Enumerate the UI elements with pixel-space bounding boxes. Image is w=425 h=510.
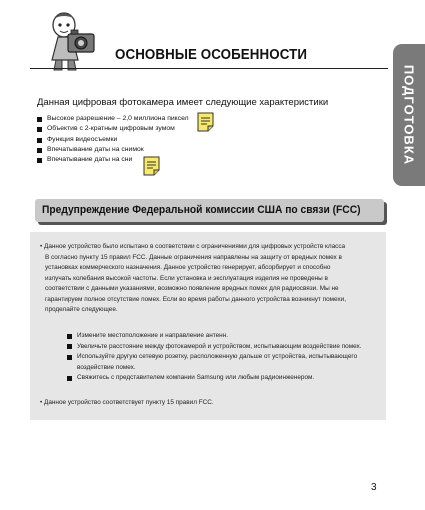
list-item: Используйте другую сетевую розетку, расположенную дальше от устройства, испытывающего воздействие помех. — [67, 352, 362, 373]
list-item: Объектив с 2-кратным цифровым зумом — [37, 124, 189, 134]
fcc-measures-list — [67, 331, 362, 384]
square-bullet-icon — [67, 344, 72, 349]
list-item: Измените местоположение и направление антенн. — [67, 331, 362, 342]
fcc-compliance-note: • Данное устройство соответствует пункту 15 правил FCC. — [40, 399, 214, 406]
square-bullet-icon — [37, 127, 42, 132]
square-bullet-icon — [67, 334, 72, 339]
square-bullet-icon — [37, 117, 42, 122]
square-bullet-icon — [37, 148, 42, 153]
section-side-tab — [393, 44, 425, 186]
list-item: Увеличьте расстояние между фотокамерой и устройством, испытывающим воздействие помех. — [67, 342, 362, 353]
square-bullet-icon — [67, 376, 72, 381]
feature-list — [37, 114, 189, 165]
fcc-section-header — [35, 199, 384, 222]
square-bullet-icon — [37, 158, 42, 163]
intro-text: Данная цифровая фотокамера имеет следующие характеристики — [37, 97, 329, 108]
sticky-note-icon[interactable] — [197, 112, 214, 132]
square-bullet-icon — [67, 355, 72, 360]
list-item: Впечатывание даты на сни — [37, 155, 189, 165]
fcc-paragraph: • Данное устройство было испытано в соответствии с ограничениями для цифровых устройств класса B согласно пункту 15 правил FCC. Данные ограничения направлены на защиту от вредных помех в установках коммерческого назначения. Данное устройство генерирует, абсорбирует и способно излучать колебания высокой частоты. Если установка и эксплуатация изделия не проведены в соответствии с данными указаниями, возможно появление вредных помех для радиосвязи. Мы не гарантируем полное отсутствие помех. Если во время работы данного устройства возникнут помехи, проделайте следующее. — [40, 243, 346, 313]
photographer-mascot-icon — [42, 10, 104, 72]
list-item: Функция видеосъемки — [37, 135, 189, 145]
fcc-notice-box — [30, 232, 386, 420]
title-divider — [30, 68, 388, 69]
sticky-note-icon[interactable] — [143, 156, 160, 176]
list-item: Свяжитесь с представителем компании Samsung или любым радиоинженером. — [67, 373, 362, 384]
page-title: ОСНОВНЫЕ ОСОБЕННОСТИ — [115, 47, 308, 63]
square-bullet-icon — [37, 138, 42, 143]
list-item: Впечатывание даты на снимок — [37, 145, 189, 155]
page-number: 3 — [371, 482, 377, 493]
fcc-section-title: Предупреждение Федеральной комиссии США по связи (FCC) — [42, 204, 361, 216]
list-item: Высокое разрешение – 2,0 миллиона пиксел — [37, 114, 189, 124]
side-tab-label: ПОДГОТОВКА — [401, 64, 417, 166]
